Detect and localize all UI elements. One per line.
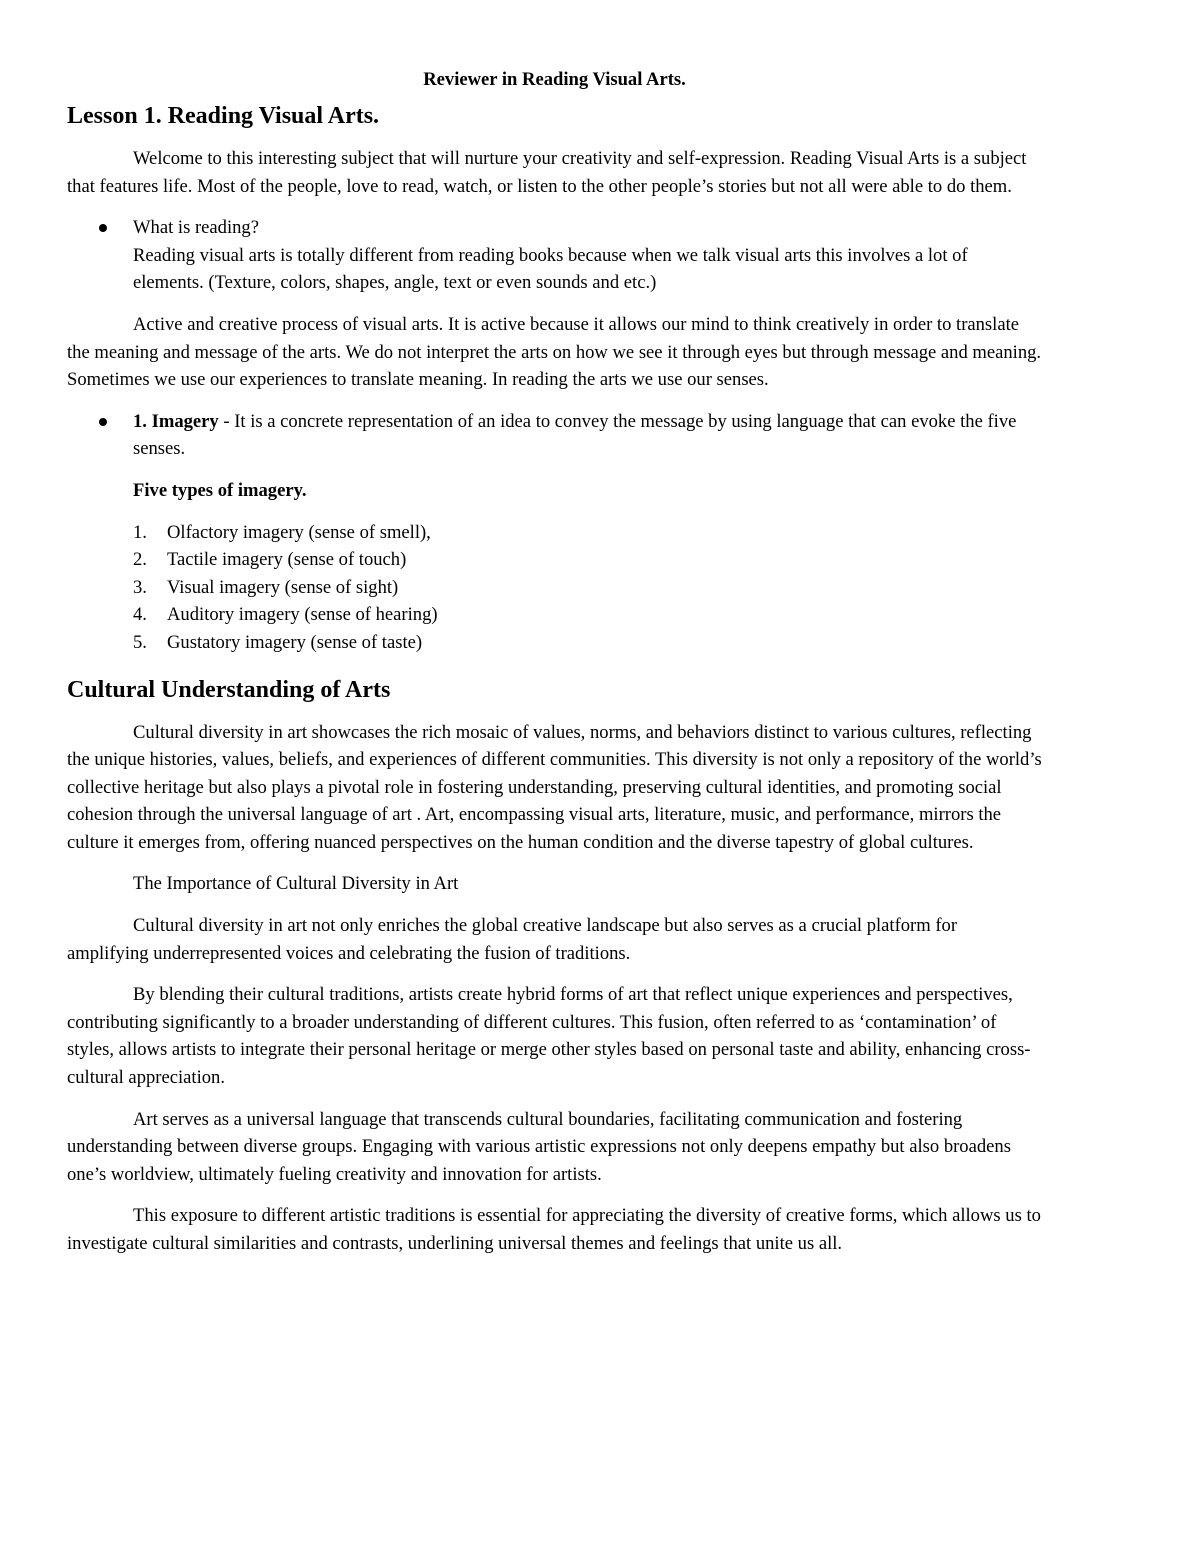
cultural-paragraph-1: Cultural diversity in art showcases the rich mosaic of values, norms, and behaviors distinct to various cultures, reflecting the unique histories, values, beliefs, and experiences of different communities. This diversity is not only a repository of the world’s collective heritage but also plays a pivotal role in fostering understanding, preserving cultural identities, and promoting social cohesion through the universal language of art . Art, encompassing visual arts, literature, music, and performance, mirrors the culture it emerges from, offering nuanced perspectives on the human condition and the diverse tapestry of global cultures. (67, 721, 1042, 853)
list-number: 3. (133, 576, 147, 598)
intro-paragraph: Welcome to this interesting subject that will nurture your creativity and self-expression. Reading Visual Arts is a subject that features life. Most of the people, love to read, watch, or listen to the other people’s stories but not all were able to do them. (67, 148, 1027, 197)
imagery-term: 1. Imagery (133, 410, 219, 432)
cultural-heading: Cultural Understanding of Arts (67, 676, 391, 703)
lesson-heading: Lesson 1. Reading Visual Arts. (67, 103, 380, 129)
document-title: Reviewer in Reading Visual Arts. (423, 69, 686, 90)
document-page (67, 66, 1042, 1272)
list-text: Gustatory imagery (sense of taste) (167, 631, 423, 653)
cultural-paragraph-4: Art serves as a universal language that transcends cultural boundaries, facilitating communication and fostering understanding between diverse groups. Engaging with various artistic expressions not only deepens empathy but also broadens one’s worldview, ultimately fueling creativity and innovation for artists. (67, 1108, 1011, 1185)
list-item (133, 408, 1042, 463)
imagery-definition: - It is a concrete representation of an idea to convey the message by using language that can evoke the five senses. (133, 410, 1017, 460)
list-text: Tactile imagery (sense of touch) (167, 549, 407, 571)
list-item (133, 629, 1042, 657)
list-item (133, 601, 1042, 629)
list-number: 5. (133, 631, 147, 653)
imagery-types-title: Five types of imagery. (133, 479, 307, 501)
cultural-paragraph-5: This exposure to different artistic traditions is essential for appreciating the diversity of creative forms, which allows us to investigate cultural similarities and contrasts, underlining universal themes and feelings that unite us all. (67, 1205, 1041, 1254)
list-number: 2. (133, 549, 147, 571)
cultural-paragraph-3: By blending their cultural traditions, artists create hybrid forms of art that reflect unique experiences and perspectives, contributing significantly to a broader understanding of different cultures. This fusion, often referred to as ‘contamination’ of styles, allows artists to integrate their personal heritage or merge other styles based on personal taste and ability, enhancing cross-cultural appreciation. (67, 984, 1031, 1089)
cultural-subheading: The Importance of Cultural Diversity in Art (133, 873, 459, 895)
reading-bullet-list (67, 214, 1042, 297)
active-process-paragraph: Active and creative process of visual arts. It is active because it allows our mind to think creatively in order to translate the meaning and message of the arts. We do not interpret the arts on how we see it through eyes but through message and meaning. Sometimes we use our experiences to translate meaning. In reading the arts we use our senses. (67, 313, 1042, 391)
bullet-icon (99, 418, 107, 426)
list-number: 4. (133, 604, 147, 626)
cultural-paragraph-2: Cultural diversity in art not only enriches the global creative landscape but also serves as a crucial platform for amplifying underrepresented voices and celebrating the fusion of traditions. (67, 915, 958, 964)
bullet-icon (99, 224, 107, 232)
list-item (133, 214, 1042, 297)
list-item (133, 546, 1042, 574)
list-text: Visual imagery (sense of sight) (167, 576, 399, 598)
list-item (133, 519, 1042, 547)
reading-answer: Reading visual arts is totally different from reading books because when we talk visual arts this involves a lot of elements. (Texture, colors, shapes, angle, text or even sounds and etc.) (133, 244, 968, 294)
list-item (133, 574, 1042, 602)
imagery-bullet-list (67, 408, 1042, 463)
list-text: Auditory imagery (sense of hearing) (167, 604, 438, 626)
list-text: Olfactory imagery (sense of smell), (167, 521, 431, 543)
imagery-types-list (67, 519, 1042, 657)
reading-question: What is reading? (133, 217, 259, 239)
list-number: 1. (133, 521, 147, 543)
